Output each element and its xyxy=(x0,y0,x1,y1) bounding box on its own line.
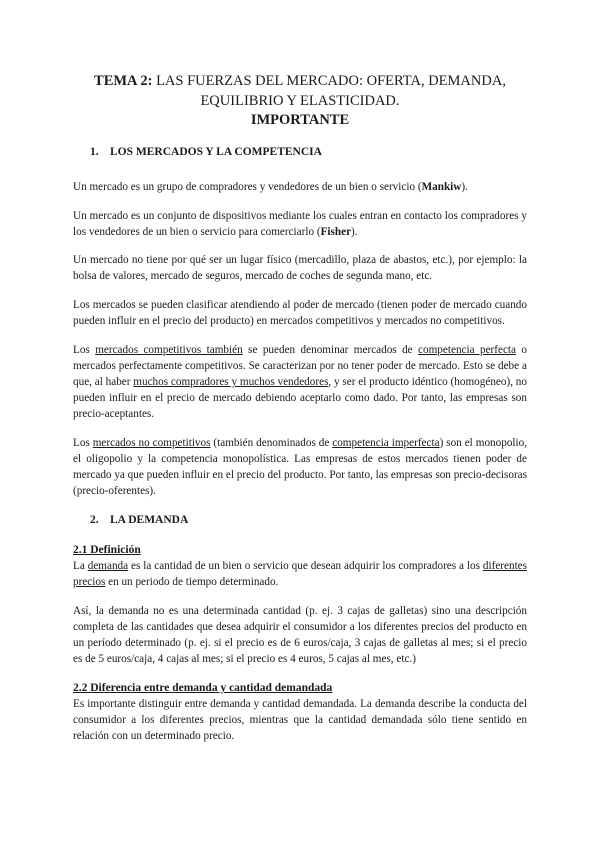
paragraph-text: Los xyxy=(73,344,96,356)
author-name: Mankiw xyxy=(421,181,462,193)
paragraph-text: se pueden denominar mercados de xyxy=(242,344,419,356)
subsection-heading-diferencia: 2.2 Diferencia entre demanda y cantidad demandada xyxy=(73,682,333,694)
underlined-term: diferentes precios xyxy=(73,560,527,588)
underlined-term: competencia imperfecta xyxy=(332,437,440,449)
paragraph-descripcion-demanda: Así, la demanda no es una determinada cantidad (p. ej. 3 cajas de galletas) sino una descripción completa de las cantidades que desea adquirir el consumidor a los diferentes precios del producto en un período determinado (p. ej. si el precio es de 6 euros/caja, 3 cajas de galletas al mes; si el precio es de 5 euros/caja, 4 cajas al mes; si el precio es 4 euros, 5 cajas al mes, etc.) xyxy=(73,605,527,665)
underlined-term: mercados no competitivos xyxy=(92,437,211,449)
section-title: LOS MERCADOS Y LA COMPETENCIA xyxy=(110,146,322,158)
paragraph-text: La xyxy=(73,560,88,572)
author-name: Fisher xyxy=(320,226,352,238)
paragraph-text: en un periodo de tiempo determinado. xyxy=(105,576,279,588)
paragraph-mankiw xyxy=(73,179,527,195)
underlined-term: mercados competitivos también xyxy=(95,344,243,356)
paragraph-lugar-fisico: Un mercado no tiene por qué ser un lugar físico (mercadillo, plaza de abastos, etc.), por ejemplo: la bolsa de valores, mercado de seguros, mercado de coches de segunda mano, etc. xyxy=(73,254,527,282)
paragraph-text: Un mercado es un grupo de compradores y vendedores de un bien o servicio ( xyxy=(73,181,422,193)
paragraph-text: , y ser el producto idéntico (homogéneo), no pueden influir en el precio de mercado debiendo aceptarlo como dado. Por tanto, las empresas son precio-aceptantes. xyxy=(73,376,527,420)
paragraph-definicion xyxy=(73,558,527,590)
underlined-term: demanda xyxy=(87,560,129,572)
paragraph-competitivos xyxy=(73,342,527,422)
document-title-line1 xyxy=(60,71,540,91)
section-heading-demanda xyxy=(90,514,188,526)
paragraph-text: ) son el monopolio, el oligopolio y la competencia monopolística. Las empresas de estos mercados tienen poder de mercado ya que pueden influir en el precio del producto. Por tanto, las empresas son precio-decisoras (precio-oferentes). xyxy=(73,437,528,497)
underlined-term: competencia perfecta xyxy=(418,344,516,356)
paragraph-clasificacion: Los mercados se pueden clasificar atendiendo al poder de mercado (tienen poder de mercado cuando pueden influir en el precio del producto) en mercados competitivos y mercados no competitivos. xyxy=(73,299,527,327)
title-topic-text: LAS FUERZAS DEL MERCADO: OFERTA, DEMANDA, xyxy=(152,73,506,89)
section-title: LA DEMANDA xyxy=(110,514,189,526)
subsection-heading-definicion: 2.1 Definición xyxy=(73,544,141,556)
title-topic-number: TEMA 2: xyxy=(94,73,153,89)
section-number: 1. xyxy=(90,146,99,158)
document-title-important: IMPORTANTE xyxy=(250,112,350,128)
paragraph-text: ). xyxy=(461,181,468,193)
paragraph-text: ). xyxy=(351,226,358,238)
paragraph-diferencia: Es importante distinguir entre demanda y cantidad demandada. La demanda describe la conducta del consumidor a los diferentes precios, mientras que la cantidad demandada sólo tiene sentido en relación con un determinado precio. xyxy=(73,698,527,742)
underlined-term: muchos compradores y muchos vendedores xyxy=(133,376,329,388)
paragraph-no-competitivos xyxy=(73,435,527,499)
paragraph-text: o mercados perfectamente competitivos. Se caracterizan por no tener poder de mercado. Esto se debe a que, al haber xyxy=(73,344,527,388)
paragraph-text: es la cantidad de un bien o servicio que desean adquirir los compradores a los xyxy=(128,560,483,572)
paragraph-fisher xyxy=(73,208,527,240)
paragraph-text: Un mercado es un conjunto de dispositivos mediante los cuales entran en contacto los compradores y los vendedores de un bien o servicio para comerciarlo ( xyxy=(73,210,527,238)
section-heading-mercados xyxy=(90,146,322,158)
section-number: 2. xyxy=(90,514,99,526)
paragraph-text: Los xyxy=(73,437,93,449)
document-title-line2: EQUILIBRIO Y ELASTICIDAD. xyxy=(200,93,400,109)
paragraph-text: (también denominados de xyxy=(210,437,333,449)
